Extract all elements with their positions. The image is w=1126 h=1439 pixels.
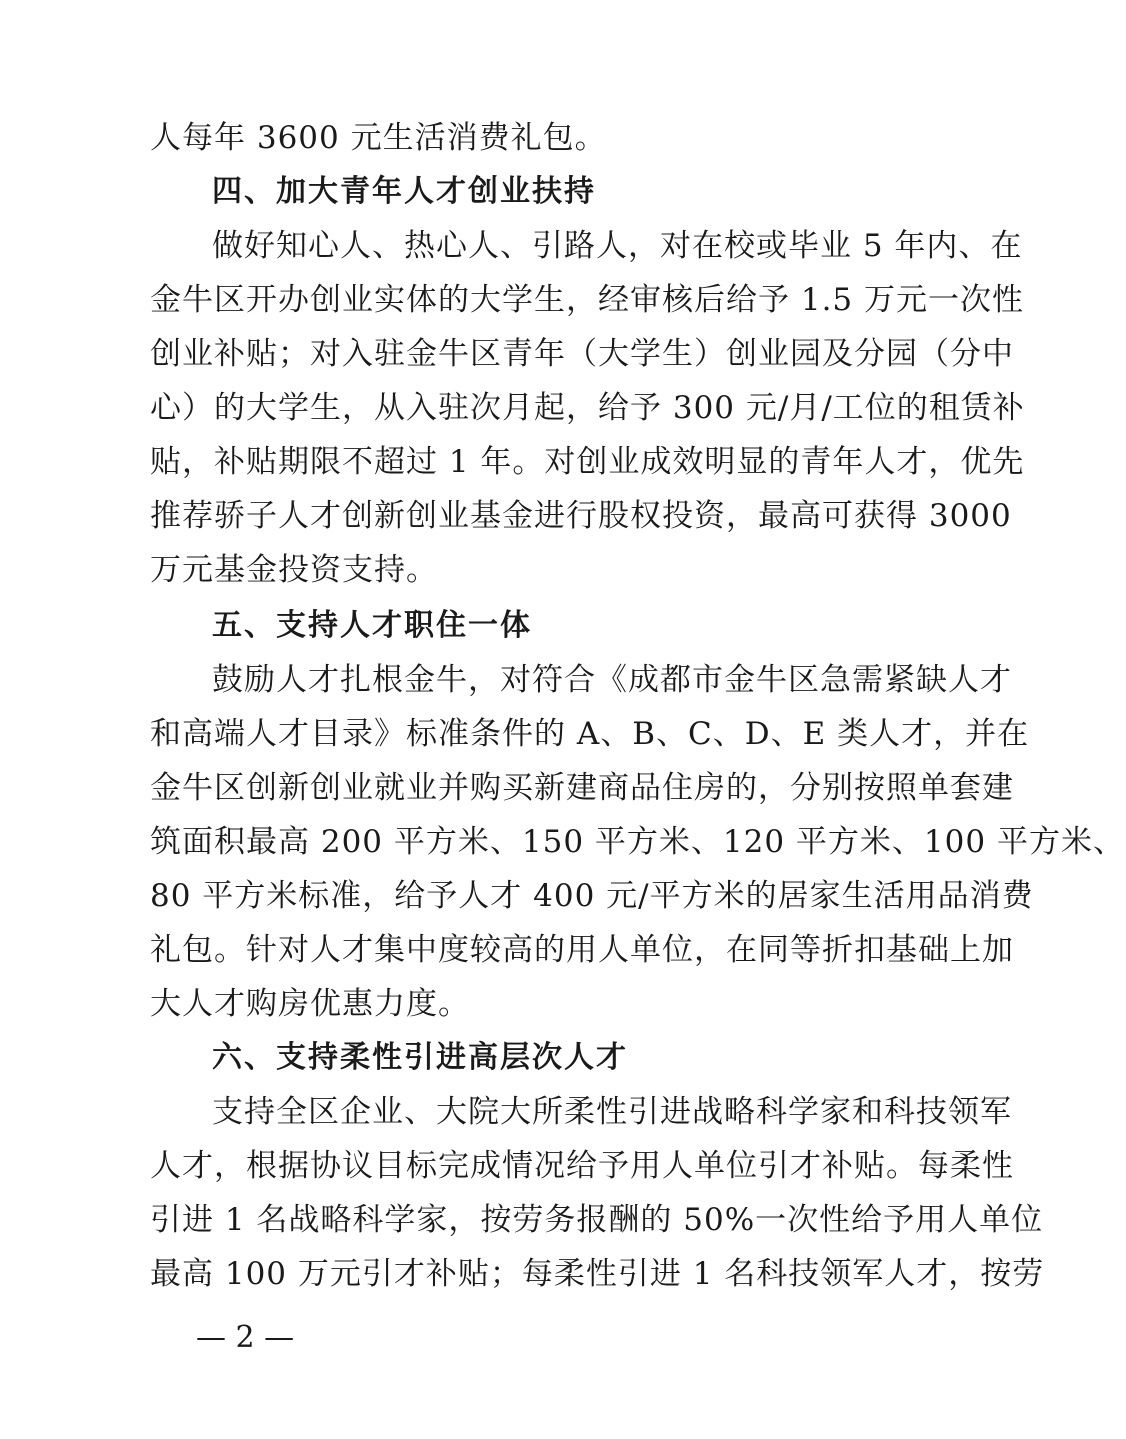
page-number: — 2 —: [196, 1320, 295, 1355]
paragraph-line: 金牛区开办创业实体的大学生，经审核后给予 1.5 万元一次性: [150, 282, 1025, 318]
section-heading-6: 六、支持柔性引进高层次人才: [212, 1040, 628, 1075]
paragraph-line: 推荐骄子人才创新创业基金进行股权投资，最高可获得 3000: [150, 498, 1012, 534]
paragraph-line: 人才，根据协议目标完成情况给予用人单位引才补贴。每柔性: [150, 1148, 1014, 1184]
paragraph-line: 金牛区创新创业就业并购买新建商品住房的，分别按照单套建: [150, 770, 1014, 806]
paragraph-line: 心）的大学生，从入驻次月起，给予 300 元/月/工位的租赁补: [150, 390, 1025, 426]
paragraph-line: 贴，补贴期限不超过 1 年。对创业成效明显的青年人才，优先: [150, 444, 1025, 480]
paragraph-line: 80 平方米标准，给予人才 400 元/平方米的居家生活用品消费: [150, 878, 1034, 914]
paragraph-line: 做好知心人、热心人、引路人，对在校或毕业 5 年内、在: [212, 228, 1023, 264]
paragraph-line: 和高端人才目录》标准条件的 A、B、C、D、E 类人才，并在: [150, 716, 1030, 752]
section-heading-4: 四、加大青年人才创业扶持: [212, 174, 596, 209]
paragraph-line: 大人才购房优惠力度。: [150, 986, 470, 1022]
paragraph-line: 筑面积最高 200 平方米、150 平方米、120 平方米、100 平方米、: [150, 824, 1125, 860]
paragraph-line: 万元基金投资支持。: [150, 552, 438, 588]
paragraph-line: 引进 1 名战略科学家，按劳务报酬的 50%一次性给予用人单位: [150, 1202, 1044, 1238]
paragraph-line: 最高 100 万元引才补贴；每柔性引进 1 名科技领军人才，按劳: [150, 1256, 1045, 1292]
paragraph-line: 支持全区企业、大院大所柔性引进战略科学家和科技领军: [212, 1094, 1012, 1130]
paragraph-line: 人每年 3600 元生活消费礼包。: [150, 120, 607, 156]
section-heading-5: 五、支持人才职住一体: [212, 608, 532, 643]
paragraph-line: 礼包。针对人才集中度较高的用人单位，在同等折扣基础上加: [150, 932, 1014, 968]
paragraph-line: 鼓励人才扎根金牛，对符合《成都市金牛区急需紧缺人才: [212, 662, 1012, 698]
paragraph-line: 创业补贴；对入驻金牛区青年（大学生）创业园及分园（分中: [150, 336, 1014, 372]
